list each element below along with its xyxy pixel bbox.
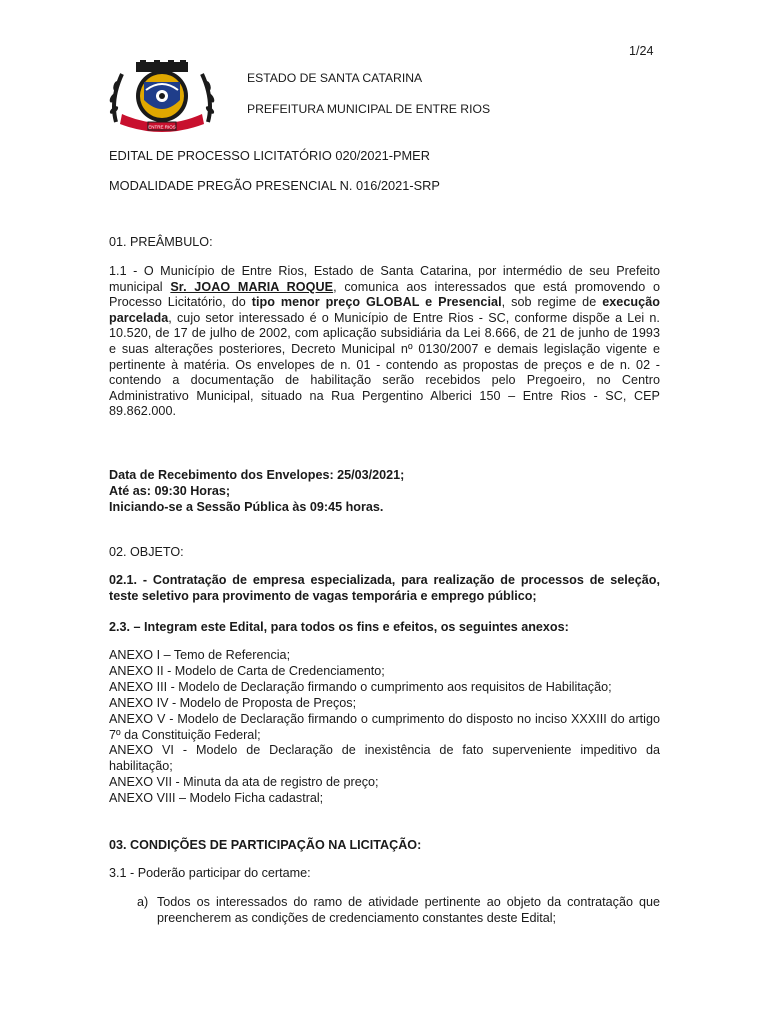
svg-text:ENTRE RIOS: ENTRE RIOS [148,124,176,130]
annexes-intro: 2.3. – Integram este Edital, para todos os fins e efeitos, os seguintes anexos: [109,620,569,634]
execution-regime: execução parcelada [109,295,660,325]
annex-list [109,648,660,807]
objeto-paragraph: 02.1. - Contratação de empresa especializada, para realização de processos de seleção, teste seletivo para provimento de vagas temporária e emprego público; [109,573,660,603]
participacao-heading: 03. CONDIÇÕES DE PARTICIPAÇÃO NA LICITAÇÃO: [109,838,422,852]
municipal-crest-logo [108,60,216,134]
crest-emblem-icon [108,60,216,134]
annex-item: ANEXO III - Modelo de Declaração firmando o cumprimento aos requisitos de Habilitação; [109,679,612,694]
page-number: 1/24 [629,44,654,58]
annex-item: ANEXO VI - Modelo de Declaração de inexistência de fato superveniente impeditivo da habilitação; [109,743,660,774]
edital-title: EDITAL DE PROCESSO LICITATÓRIO 020/2021-PMER [109,148,430,163]
header-state: ESTADO DE SANTA CATARINA [247,71,423,85]
preambulo-text-1: 1.1 - O Município de Entre Rios, Estado de Santa Catarina, por intermédio de seu Prefeito municipal [109,264,660,294]
annex-item: ANEXO II - Modelo de Carta de Credenciamento; [109,663,385,678]
public-session-time: Iniciando-se a Sessão Pública às 09:45 horas. [109,500,384,514]
preambulo-text-4: , cujo setor interessado é o Município de Entre Rios - SC, conforme dispõe a Lei n. 10.520, de 17 de julho de 2002, com aplicação subsidiária da Lei 8.666, de 21 de junho de 1993 e suas alterações posteriores, Decreto Municipal nº 0130/2007 e demais legislação vigente e pertinente à matéria. Os envelopes de n. 01 - contendo as propostas de preços e de n. 02 - contendo a documentação de habilitação serão recebidos pelo Pregoeiro, no Centro Administrativo Municipal, situado na Rua Pergentino Alberici 150 – Entre Rios - SC, CEP 89.862.000. [109,310,660,419]
preambulo-paragraph [109,264,660,420]
annex-item: ANEXO V - Modelo de Declaração firmando o cumprimento do disposto no inciso XXXIII do artigo 7º da Constituição Federal; [109,711,660,742]
receipt-until-time: Até as: 09:30 Horas; [109,484,231,498]
header-city-hall: PREFEITURA MUNICIPAL DE ENTRE RIOS [247,102,491,116]
annex-item: ANEXO I – Temo de Referencia; [109,648,291,662]
receipt-date: Data de Recebimento dos Envelopes: 25/03/2021; [109,468,405,482]
tender-type: tipo menor preço GLOBAL e Presencial [251,295,502,310]
preambulo-text-3: , sob regime de [501,295,603,310]
participacao-item-a [137,895,660,927]
mayor-name: Sr. JOAO MARIA ROQUE [170,279,334,294]
preambulo-heading: 01. PREÂMBULO: [109,235,213,249]
item-a-text: Todos os interessados do ramo de atividade pertinente ao objeto da contratação que preencherem as condições de credenciamento constantes deste Edital; [157,895,660,925]
objeto-heading: 02. OBJETO: [109,545,184,559]
annex-item: ANEXO VIII – Modelo Ficha cadastral; [109,791,324,806]
participacao-intro: 3.1 - Poderão participar do certame: [109,866,311,880]
annex-item: ANEXO VII - Minuta da ata de registro de preço; [109,775,379,790]
modalidade-title: MODALIDADE PREGÃO PRESENCIAL N. 016/2021-SRP [109,178,440,193]
annex-item: ANEXO IV - Modelo de Proposta de Preços; [109,695,357,710]
preambulo-text-2: , comunica aos interessados que está promovendo o Processo Licitatório, do [109,279,661,310]
item-a-marker: a) [137,895,149,909]
